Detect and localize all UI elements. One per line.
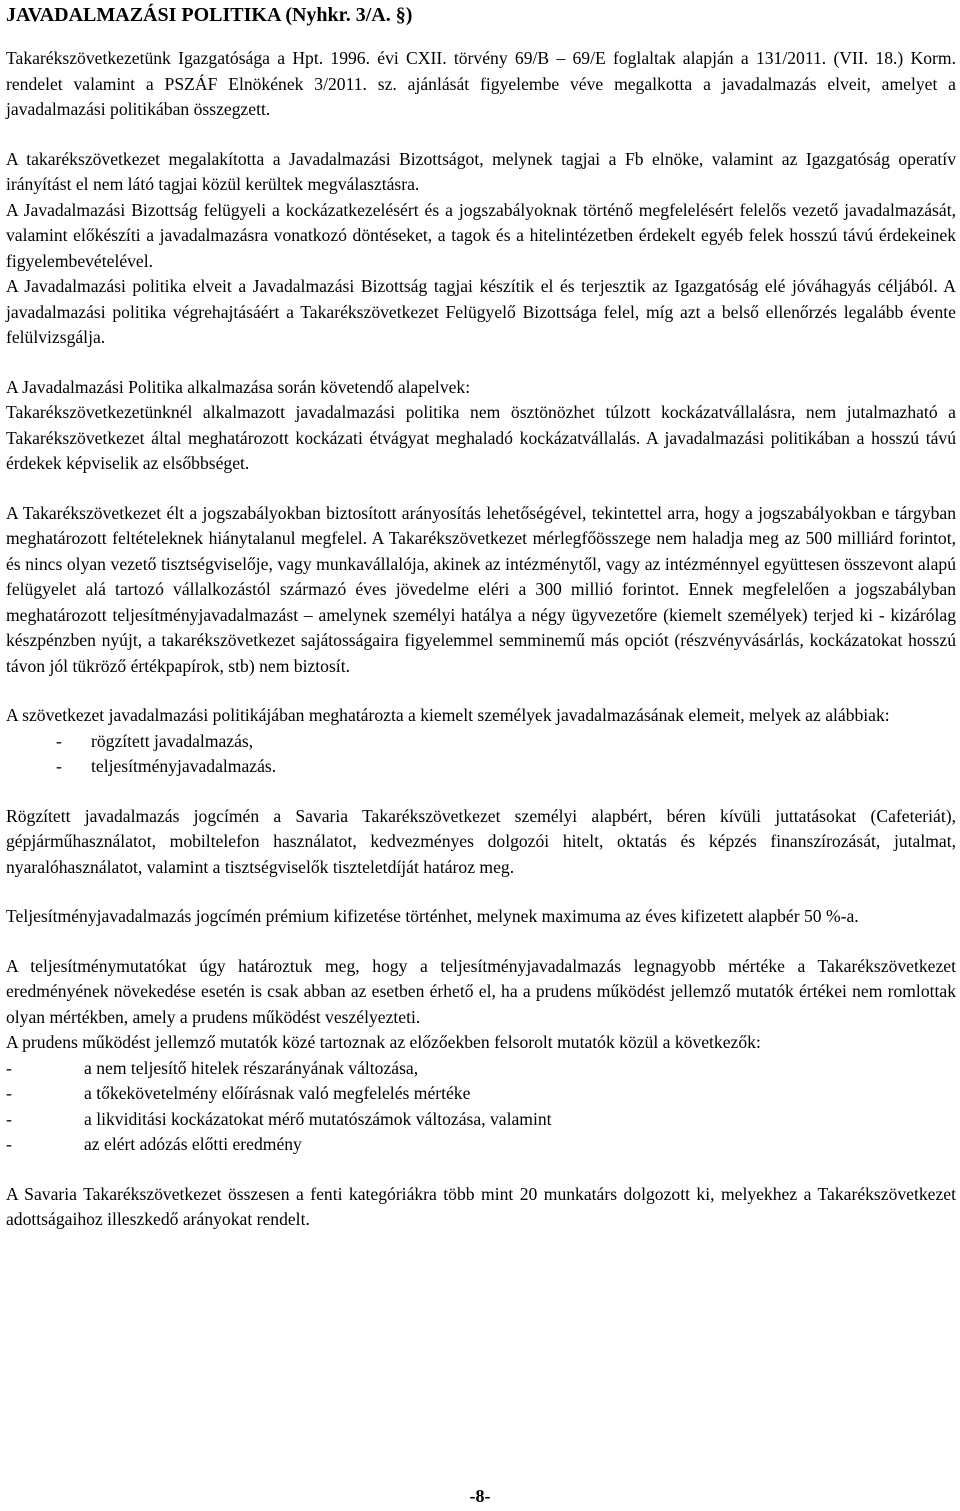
fixed-pay-paragraph: Rögzített javadalmazás jogcímén a Savaria Takarékszövetkezet személyi alapbért, béren kívüli juttatásokat (Cafeteriát), gépjárműhasználatot, mobiltelefon használatot, kedvezményes dolgozói hitelt, oktatás és képzés finanszírozását, jutalmat, nyaralóhasználatot, valamint a tisztségviselők tiszteletdíját határoz meg. [6, 805, 956, 877]
list-dash: - [6, 1134, 12, 1154]
spacer [6, 930, 956, 954]
list-item-text: a likviditási kockázatokat mérő mutatószámok változása, valamint [84, 1108, 552, 1129]
list-item [6, 1107, 956, 1133]
spacer [6, 679, 956, 703]
list-dash: - [6, 1083, 12, 1103]
list-item-text: teljesítményjavadalmazás. [91, 756, 277, 776]
indicators-list-intro: A prudens működést jellemző mutatók közé tartoznak az előzőekben felsorolt mutatók közül a következők: [6, 1032, 761, 1052]
list-dash: - [6, 1057, 12, 1078]
list-item-text: rögzített javadalmazás, [91, 730, 254, 751]
list-dash: - [6, 1108, 12, 1129]
page-number: -8- [469, 1486, 491, 1506]
list-dash: - [56, 730, 62, 751]
list-item-text: a nem teljesítő hitelek részarányának változása, [84, 1057, 419, 1078]
committee-duties-paragraph: A Javadalmazási Bizottság felügyeli a kockázatkezelésért és a jogszabályoknak történő megfelelésért felelős vezető javadalmazását, valamint előkészíti a javadalmazásra vonatkozó döntéseket, a tagok és a hitelintézetben érdekelt egyéb felek hosszú távú érdekeinek figyelembevételével. [6, 199, 956, 271]
spacer [6, 1158, 956, 1182]
intro-paragraph: Takarékszövetkezetünk Igazgatósága a Hpt. 1996. évi CXII. törvény 69/B – 69/E foglaltak alapján a 131/2011. (VII. 18.) Korm. rendelet valamint a PSZÁF Elnökének 3/2011. sz. ajánlását figyelembe véve megalkotta a javadalmazás elveit, amelyet a javadalmazási politikában összegzett. [6, 48, 956, 119]
approval-paragraph: A Javadalmazási politika elveit a Javadalmazási Bizottság tagjai készítik el és terjesztik az Igazgatóság elé jóváhagyás céljából. A javadalmazási politika végrehajtásáért a Takarékszövetkezet Felügyelő Bizottsága felel, míg azt a belső ellenőrzés legalább évente felülvizsgálja. [6, 276, 956, 347]
spacer [6, 123, 956, 147]
list-item [6, 1081, 956, 1107]
list-dash: - [56, 756, 62, 776]
elements-list [6, 729, 956, 780]
list-item [6, 754, 956, 780]
indicators-list [6, 1056, 956, 1158]
spacer [6, 780, 956, 804]
document-page [6, 2, 956, 1233]
document-title: JAVADALMAZÁSI POLITIKA (Nyhkr. 3/A. §) [6, 4, 413, 26]
list-item [6, 1132, 956, 1158]
list-item [6, 729, 956, 755]
list-item-text: a tőkekövetelmény előírásnak való megfelelés mértéke [84, 1083, 471, 1103]
spacer [6, 28, 956, 46]
spacer [6, 477, 956, 501]
elements-intro-paragraph: A szövetkezet javadalmazási politikájában meghatározta a kiemelt személyek javadalmazásának elemeit, melyek az alábbiak: [6, 705, 890, 725]
principles-paragraph: Takarékszövetkezetünknél alkalmazott javadalmazási politika nem ösztönözhet túlzott kockázatvállalásra, nem jutalmazható a Takarékszövetkezet által meghatározott kockázati étvágyat meghaladó kockázatvállalás. A javadalmazási politikában a hosszú távú érdekek képviselik az elsőbbséget. [6, 402, 956, 473]
proportionality-paragraph: A Takarékszövetkezet élt a jogszabályokban biztosított arányosítás lehetőségével, tekintettel arra, hogy a jogszabályokban e tárgyban meghatározott feltételeknek hiánytalanul megfelel. A Takarékszövetkezet mérlegfőösszege nem haladja meg az 500 milliárd forintot, és nincs olyan vezető tisztségviselője, vagy munkavállalója, akinek az intézménytől, vagy az intézménnyel együttesen összevont alapú felügyelet alá tartozó vállalkozástól származó éves jövedelme eléri a 300 millió forintot. Ennek megfelelően a jogszabályban meghatározott teljesítményjavadalmazást – amelynek személyi hatálya a négy ügyvezetőre (kiemelt személyek) terjed ki - kizárólag készpénzben nyújt, a takarékszövetkezet sajátosságaira figyelemmel semminemű más opciót (részvényvásárlás, kockázatokat hosszú távon jól tükröző értékpapírok, stb) nem biztosít. [6, 502, 956, 676]
list-item [6, 1056, 956, 1082]
spacer [6, 880, 956, 904]
closing-paragraph: A Savaria Takarékszövetkezet összesen a fenti kategóriákra több mint 20 munkatárs dolgozott ki, melyekhez a Takarékszövetkezet adottságaihoz illeszkedő arányokat rendelt. [6, 1183, 956, 1229]
indicators-paragraph: A teljesítménymutatókat úgy határoztuk meg, hogy a teljesítményjavadalmazás legnagyobb mértéke a Takarékszövetkezet eredményének növekedése esetén is csak abban az esetben érhető el, ha a prudens működést jellemző mutatók értékei nem romlottak olyan mértékben, amely a prudens működést veszélyezteti. [6, 955, 956, 1027]
principles-heading: A Javadalmazási Politika alkalmazása során követendő alapelvek: [6, 376, 471, 397]
performance-pay-paragraph: Teljesítményjavadalmazás jogcímén prémium kifizetése történhet, melynek maximuma az éves kifizetett alapbér 50 %-a. [6, 906, 859, 926]
committee-paragraph: A takarékszövetkezet megalakította a Javadalmazási Bizottságot, melynek tagjai a Fb elnöke, valamint az Igazgatóság operatív irányítást el nem látó tagjai közül kerültek megválasztásra. [6, 148, 956, 194]
spacer [6, 351, 956, 375]
list-item-text: az elért adózás előtti eredmény [84, 1134, 302, 1154]
